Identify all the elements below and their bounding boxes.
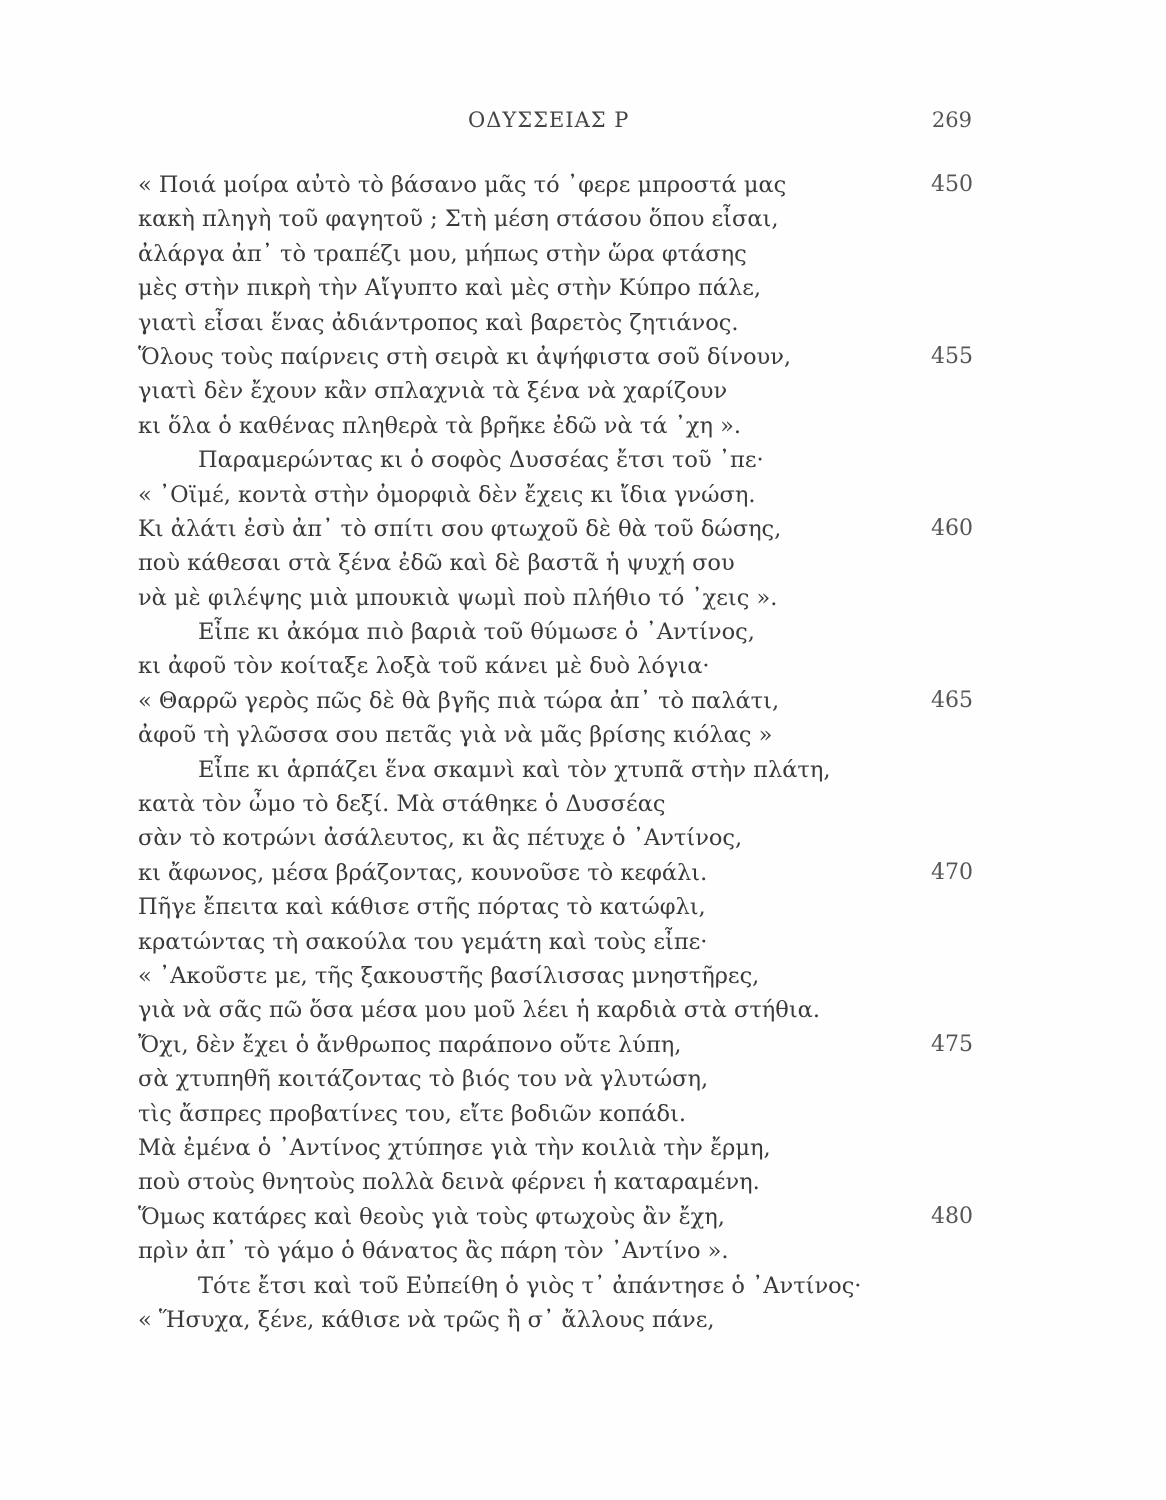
running-header (0, 108, 1166, 144)
verse-line (138, 925, 973, 959)
page-number: 269 (931, 108, 972, 132)
verse-line (138, 1303, 973, 1337)
verse-text: ποὺ στοὺς θνητοὺς πολλὰ δεινὰ φέρνει ἡ καταραμένη. (138, 1169, 760, 1196)
verse-text: Πῆγε ἔπειτα καὶ κάθισε στῆς πόρτας τὸ κατώφλι, (138, 894, 706, 921)
verse-block (138, 168, 973, 1337)
verse-line (138, 1200, 973, 1234)
verse-text: κρατώντας τὴ σακούλα του γεμάτη καὶ τοὺς εἶπε· (138, 928, 708, 955)
verse-text: Παραμερώντας κι ὁ σοφὸς Δυσσέας ἔτσι τοῦ ᾿πε· (198, 447, 764, 474)
verse-text: κι ἄφωνος, μέσα βράζοντας, κουνοῦσε τὸ κεφάλι. (138, 859, 708, 886)
verse-line (138, 993, 973, 1027)
verse-text: τὶς ἄσπρες προβατίνες του, εἴτε βοδιῶν κοπάδι. (138, 1100, 687, 1127)
verse-line (138, 340, 973, 374)
verse-text: γιὰ νὰ σᾶς πῶ ὅσα μέσα μου μοῦ λέει ἡ καρδιὰ στὰ στήθια. (138, 997, 820, 1024)
verse-text: κι ἀφοῦ τὸν κοίταξε λοξὰ τοῦ κάνει μὲ δυὸ λόγια· (138, 653, 710, 680)
verse-line (138, 202, 973, 236)
verse-line (138, 271, 973, 305)
verse-text: Ὄχι, δὲν ἔχει ὁ ἄνθρωπος παράπονο οὔτε λύπη, (138, 1031, 682, 1058)
verse-line (138, 478, 973, 512)
line-number: 460 (931, 515, 973, 541)
verse-line (138, 856, 973, 890)
verse-line (138, 1028, 973, 1062)
line-number: 465 (931, 687, 973, 713)
verse-text: κι ὅλα ὁ καθένας πληθερὰ τὰ βρῆκε ἐδῶ νὰ τά ᾿χη ». (138, 412, 742, 439)
verse-text: ἀλάργα ἀπ᾿ τὸ τραπέζι μου, μήπως στὴν ὥρα φτάσης (138, 240, 747, 267)
verse-line (138, 1131, 973, 1165)
verse-text: γιατὶ δὲν ἔχουν κἂν σπλαχνιὰ τὰ ξένα νὰ χαρίζουν (138, 378, 728, 405)
verse-text: Τότε ἔτσι καὶ τοῦ Εὐπείθη ὁ γιὸς τ᾿ ἀπάντησε ὁ ᾿Αντίνος· (198, 1272, 862, 1299)
running-title: ΟΔΥΣΣΕΙΑΣ Ρ (468, 108, 630, 132)
verse-text: « Θαρρῶ γερὸς πῶς δὲ θὰ βγῆς πιὰ τώρα ἀπ᾿ τὸ παλάτι, (138, 687, 780, 714)
verse-line (138, 615, 973, 649)
verse-line (138, 168, 973, 202)
line-number: 450 (931, 172, 973, 197)
verse-text: Ὅμως κατάρες καὶ θεοὺς γιὰ τοὺς φτωχοὺς ἂν ἔχη, (138, 1203, 725, 1230)
verse-text: « ᾿Οϊμέ, κοντὰ στὴν ὀμορφιὰ δὲν ἔχεις κι ἴδια γνώση. (138, 481, 756, 508)
verse-line (138, 718, 973, 752)
verse-line (138, 1097, 973, 1131)
verse-line (138, 237, 973, 271)
verse-line (138, 409, 973, 443)
verse-line (138, 1234, 973, 1268)
line-number: 455 (931, 343, 973, 369)
verse-line (138, 1269, 973, 1303)
verse-line (138, 374, 973, 408)
verse-line (138, 649, 973, 683)
verse-line (138, 684, 973, 718)
line-number: 475 (931, 1031, 973, 1057)
verse-text: ἀφοῦ τὴ γλῶσσα σου πετᾶς γιὰ νὰ μᾶς βρίσης κιόλας » (138, 722, 773, 749)
verse-text: Μὰ ἐμένα ὁ ᾿Αντίνος χτύπησε γιὰ τὴν κοιλιὰ τὴν ἔρμη, (138, 1134, 771, 1161)
line-number: 470 (931, 859, 973, 885)
verse-text: Εἶπε κι ἁρπάζει ἕνα σκαμνὶ καὶ τὸν χτυπᾶ στὴν πλάτη, (198, 756, 831, 783)
verse-text: « Ποιά μοίρα αὐτὸ τὸ βάσανο μᾶς τό ᾿φερε μπροστά μας (138, 172, 787, 198)
verse-text: « Ἥσυχα, ξένε, κάθισε νὰ τρῶς ἢ σ᾿ ἄλλους πάνε, (138, 1306, 715, 1333)
verse-text: Εἶπε κι ἀκόμα πιὸ βαριὰ τοῦ θύμωσε ὁ ᾿Αντίνος, (198, 619, 755, 646)
verse-text: ποὺ κάθεσαι στὰ ξένα ἐδῶ καὶ δὲ βαστᾶ ἡ ψυχή σου (138, 550, 735, 577)
verse-line (138, 890, 973, 924)
verse-line (138, 1062, 973, 1096)
verse-text: σὰ χτυπηθῆ κοιτάζοντας τὸ βιός του νὰ γλυτώση, (138, 1066, 709, 1093)
verse-line (138, 512, 973, 546)
verse-line (138, 753, 973, 787)
line-number: 480 (931, 1203, 973, 1229)
verse-text: μὲς στὴν πικρὴ τὴν Αἴγυπτο καὶ μὲς στὴν Κύπρο πάλε, (138, 275, 762, 302)
verse-text: σὰν τὸ κοτρώνι ἀσάλευτος, κι ἂς πέτυχε ὁ ᾿Αντίνος, (138, 825, 743, 852)
verse-text: κακὴ πληγὴ τοῦ φαγητοῦ ; Στὴ μέση στάσου ὅπου εἶσαι, (138, 206, 779, 233)
verse-line (138, 959, 973, 993)
verse-line (138, 546, 973, 580)
verse-line (138, 443, 973, 477)
verse-text: Ὅλους τοὺς παίρνεις στὴ σειρὰ κι ἀψήφιστα σοῦ δίνουν, (138, 343, 792, 370)
verse-line (138, 1165, 973, 1199)
verse-text: πρὶν ἀπ᾿ τὸ γάμο ὁ θάνατος ἂς πάρη τὸν ᾿Αντίνο ». (138, 1238, 729, 1265)
verse-text: γιατὶ εἶσαι ἕνας ἀδιάντροπος καὶ βαρετὸς ζητιάνος. (138, 309, 739, 336)
verse-text: νὰ μὲ φιλέψης μιὰ μπουκιὰ ψωμὶ ποὺ πλήθιο τό ᾿χεις ». (138, 584, 778, 611)
verse-text: « ᾿Ακοῦστε με, τῆς ξακουστῆς βασίλισσας μνηστῆρες, (138, 962, 760, 989)
verse-line (138, 581, 973, 615)
verse-text: κατὰ τὸν ὦμο τὸ δεξί. Μὰ στάθηκε ὁ Δυσσέας (138, 791, 666, 818)
verse-line (138, 821, 973, 855)
verse-line (138, 787, 973, 821)
verse-text: Κι ἀλάτι ἐσὺ ἀπ᾿ τὸ σπίτι σου φτωχοῦ δὲ θὰ τοῦ δώσης, (138, 515, 782, 542)
verse-line (138, 306, 973, 340)
